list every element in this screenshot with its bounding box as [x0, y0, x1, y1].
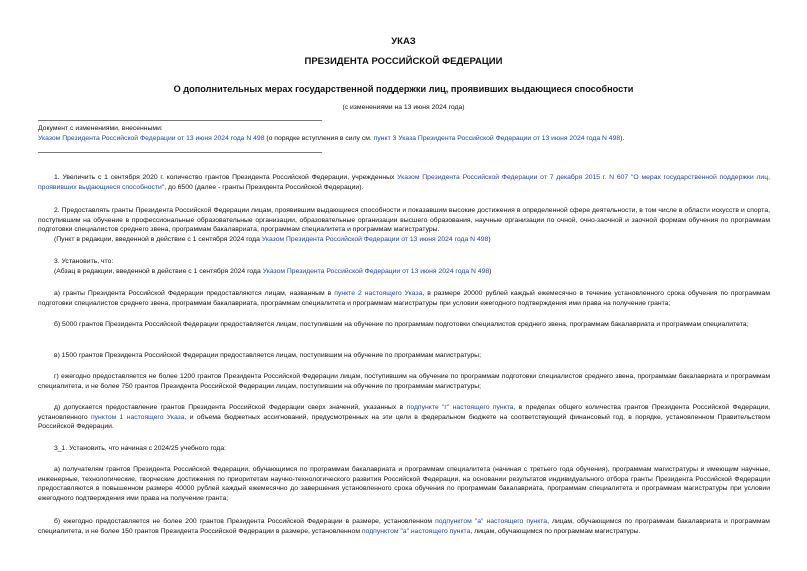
divider-bottom	[38, 152, 322, 153]
paragraph-2-note-b: )	[488, 236, 491, 243]
paragraph-1-text-a: 1. Увеличить с 1 сентября 2020 г. количество грантов Президента Российской Федерации, учрежденных	[54, 174, 398, 181]
edition-note: (с изменениями на 13 июня 2024 года)	[342, 104, 465, 111]
point-2-link[interactable]: пункте 2 настоящего Указа	[334, 290, 423, 297]
subpoint-a-link[interactable]: подпунктом "а" настоящего пункта	[435, 518, 548, 525]
paragraph-3-note-a: (Абзац в редакции, введенной в действие с 1 сентября 2024 года	[54, 268, 263, 275]
paragraph-3-note-b: )	[489, 268, 492, 275]
paragraph-3-d	[38, 403, 770, 432]
divider-top	[38, 120, 322, 121]
paragraph-2: 2. Предоставлять гранты Президента Российской Федерации лицам, проявившим выдающиеся способности и показавшим высокие достижения в определенной сфере деятельности, в том числе в области искусств и спорта, поступившим на обучение в профессиональные образовательные организации, образовательные организации высшего образования, научные организации по очной, очно-заочной и заочной формам обучения по программам подготовки специалистов среднего звена, программам бакалавриата, программам специалитета и программам магистратуры.	[38, 207, 770, 234]
p3-amendment-link[interactable]: Указом Президента Российской Федерации от 13 июня 2024 года N 498	[262, 268, 490, 275]
doc-title: УКАЗ	[391, 36, 416, 47]
paragraph-3-d-text-b: , в пределах общего количества грантов Президента Российской Федерации, установленного	[38, 404, 771, 421]
paragraph-3-1-head: 3_1. Установить, что начиная с 2024/25 учебного года:	[54, 445, 227, 452]
subpoint-a-link-2[interactable]: подпунктом "а" настоящего пункта	[361, 527, 471, 535]
paragraph-1	[38, 173, 770, 192]
amendment-link[interactable]: Указом Президента Российской Федерации от 13 июня 2024 года N 498	[38, 135, 265, 142]
point-1-link[interactable]: пунктом 1 настоящего Указа	[90, 413, 185, 421]
changes-line	[38, 134, 624, 144]
changes-mid: (о порядке вступления в силу см.	[264, 135, 374, 142]
paragraph-3-a-text-b: , в размере 20000 рублей каждый ежемесячно в течение установленного срока обучения по программам подготовки специалистов среднего звена, программам бакалавриата, программам специалитета и программам магистратуры при условии ежегодного подтверждения ими права на получение гранта;	[38, 290, 770, 307]
paragraph-3-a	[38, 289, 770, 308]
paragraph-3-note	[38, 267, 770, 277]
paragraph-3-d-text-c: , и объема бюджетных ассигнований, предусмотренных на эти цели в федеральном бюджете на соответствующий финансовый год, в порядке, установленном Правительством Российской Федерации.	[38, 413, 770, 431]
paragraph-3-g: г) ежегодно предоставляется не более 1200 грантов Президента Российской Федерации лицам, поступившим на обучение по программам подготовки специалистов среднего звена, программам бакалавриата и программам специалитета, и не более 750 грантов Президента Российской Федерации лицам, поступившим на обучение по программам магистратуры;	[38, 373, 770, 390]
subpoint-g-link[interactable]: подпункте "г" настоящего пункта	[406, 404, 514, 411]
p2-amendment-link[interactable]: Указом Президента Российской Федерации от 13 июня 2024 года N 498	[261, 236, 489, 243]
paragraph-3-1-b	[38, 517, 770, 536]
paragraph-3-1-b-text-a: б) ежегодно предоставляется не более 200 грантов Президента Российской Федерации в размере, установленном	[54, 518, 436, 525]
changes-label: Документ с изменениями, внесенными:	[38, 125, 163, 132]
paragraph-3-1-a: а) получателям грантов Президента Российской Федерации, обучающимся по программам бакалавриата и программам специалитета (начиная с третьего года обучения), программам магистратуры и имеющим научные, инженерные, технологические, творческие достижения по приоритетам научно-технологического развития Российской Федерации, на основании результатов индивидуального отбора гранты Президента Российской Федерации предоставляются в повышенном размере 40000 рублей каждый ежемесячно до завершения установленного срока обучения по программам бакалавриата, программам специалитета и программам магистратуры при условии ежегодного подтверждения ими права на получение гранта;	[38, 466, 770, 502]
paragraph-2-note	[38, 235, 770, 245]
paragraph-3-d-text-a: д) допускается предоставление грантов Президента Российской Федерации сверх значений, указанных в	[54, 404, 407, 411]
paragraph-3-1-b-text-c: , лицам, обучающимся по программам магистратуры.	[470, 527, 641, 535]
paragraph-1-text-b: , до 6500 (далее - гранты Президента Российской Федерации).	[164, 183, 364, 191]
doc-subtitle: ПРЕЗИДЕНТА РОССИЙСКОЙ ФЕДЕРАЦИИ	[304, 56, 503, 67]
amendment-clause-link[interactable]: пункт 3 Указа Президента Российской Федерации от 13 июня 2024 года N 498	[373, 135, 621, 142]
changes-tail: ).	[620, 135, 625, 142]
doc-heading: О дополнительных мерах государственной поддержки лиц, проявивших выдающиеся способности	[173, 84, 634, 94]
paragraph-3-a-text-a: а) гранты Президента Российской Федерации предоставляются лицам, названным в	[54, 290, 335, 297]
paragraph-3-1-b-text-b: , лицам, обучающимся по программам бакалавриата и программам специалитета, и не более 150 грантов Президента Российской Федерации в размере, установленном	[38, 518, 770, 535]
paragraph-2-note-a: (Пункт в редакции, введенной в действие с 1 сентября 2024 года	[54, 236, 262, 243]
decree-607-link[interactable]: Указом Президента Российской Федерации от 7 декабря 2015 г. N 607 "О мерах государственной поддержки лиц, проявивших выдающиеся способности"	[38, 174, 770, 191]
paragraph-3-v: в) 1500 грантов Президента Российской Федерации предоставляется лицам, поступившим на обучение по программам магистратуры;	[54, 352, 481, 359]
paragraph-3-head: 3. Установить, что:	[54, 258, 114, 265]
paragraph-3-b: б) 5000 грантов Президента Российской Федерации предоставляется лицам, поступившим на обучение по программам подготовки специалистов среднего звена, программам бакалавриата и программам специалитета;	[54, 321, 749, 328]
